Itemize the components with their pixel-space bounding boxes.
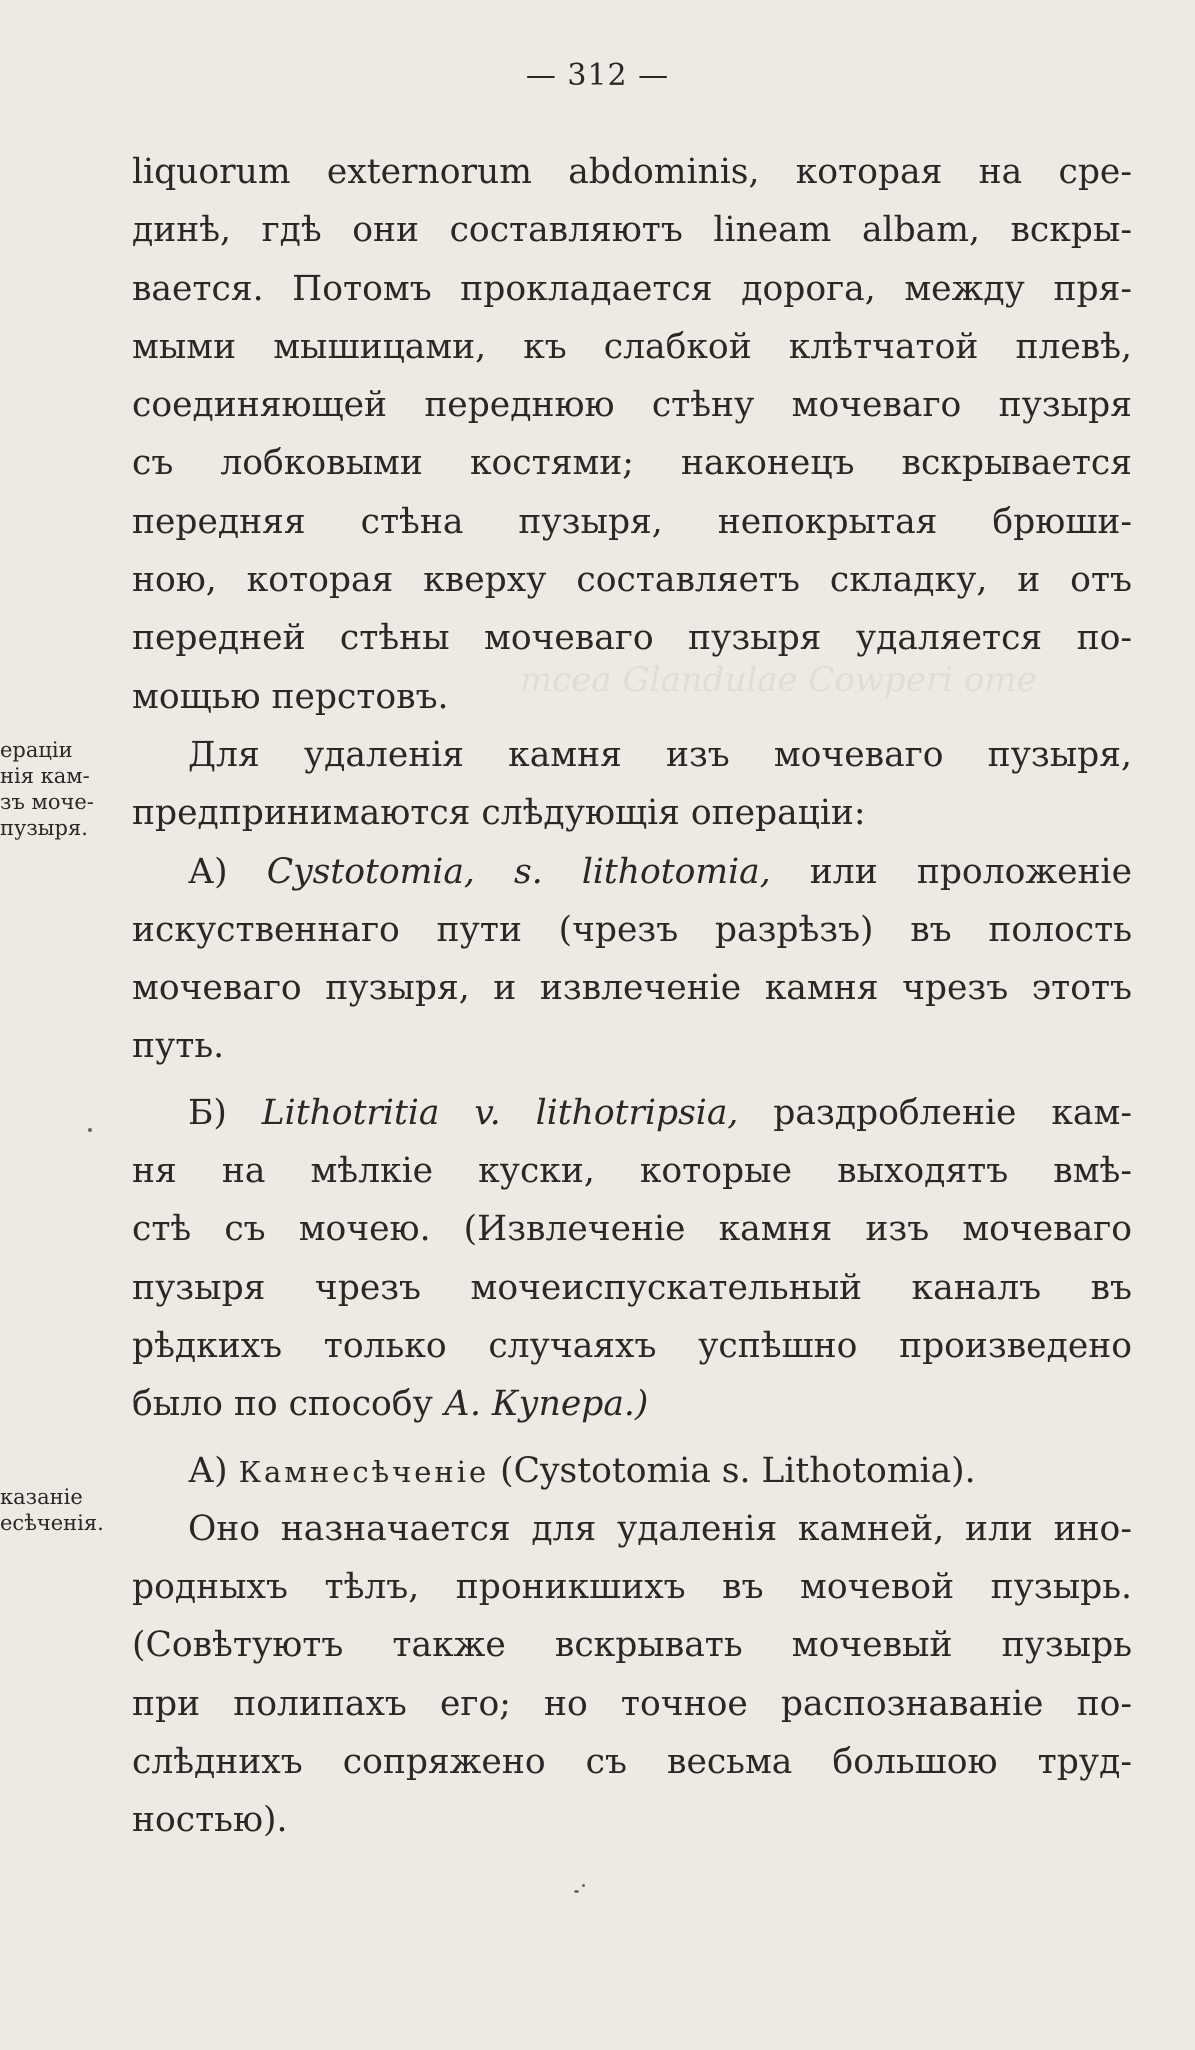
latin-term: Lithotritia v. lithotripsia, — [261, 1092, 739, 1133]
item-label: Б) — [188, 1092, 262, 1133]
text-line: динѣ, гдѣ они составляютъ lineam albam, вскры- — [132, 210, 1132, 251]
text-line: вается. Потомъ прокладается дорога, между пря- — [132, 268, 1132, 309]
text-line: мыми мышицами, къ слабкой клѣтчатой плевѣ, — [132, 326, 1132, 367]
text-line: мочеваго пузыря, и извлеченіе камня чрезъ этотъ — [132, 968, 1132, 1009]
margin-note-operations — [0, 737, 128, 841]
text-line: слѣднихъ сопряжено съ весьма большою труд- — [132, 1742, 1132, 1783]
text-line: предпринимаются слѣдующія операціи: — [132, 793, 866, 834]
paper-speck — [582, 1884, 585, 1887]
body-text — [132, 143, 1132, 1850]
text-line-cystotomia — [132, 843, 1132, 901]
bleed-through-text: mcea Glandulae Cowperi оте — [520, 660, 1037, 700]
latin-term: Cystotomia, s. lithotomia, — [266, 851, 771, 892]
margin-note-indications — [0, 1484, 128, 1536]
text-line: рѣдкихъ только случаяхъ успѣшно произведено — [132, 1325, 1132, 1366]
text-line-cooper — [132, 1375, 1132, 1433]
text-run: (Cystotomia s. Lithotomia). — [489, 1450, 976, 1491]
text-line: передней стѣны мочеваго пузыря удаляется по- — [132, 618, 1132, 659]
text-run: или проложеніе — [770, 851, 1132, 892]
text-line-lithotritia — [132, 1084, 1132, 1142]
paper-speck — [574, 1890, 579, 1893]
paper-speck — [88, 1128, 92, 1132]
margin-note-line: есѣченія. — [0, 1511, 104, 1535]
text-line: ня на мѣлкіе куски, которые выходятъ вмѣ- — [132, 1151, 1132, 1192]
text-line: пузыря чрезъ мочеиспускательный каналъ въ — [132, 1267, 1132, 1308]
text-line: ною, которая кверху составляетъ складку, и отъ — [132, 560, 1132, 601]
text-line: мощью перстовъ. — [132, 676, 449, 717]
text-line: родныхъ тѣлъ, проникшихъ въ мочевой пузырь. — [132, 1567, 1132, 1608]
text-run: было по способу — [132, 1384, 444, 1425]
text-line: liquorum externorum abdominis, которая на сре- — [132, 152, 1132, 192]
item-label: А) — [188, 851, 267, 892]
text-line: ностью). — [132, 1800, 288, 1841]
heading-smallcaps: Камнесѣченіе — [238, 1454, 490, 1489]
margin-note-line: ераціи — [0, 738, 73, 762]
text-line: путь. — [132, 1026, 225, 1067]
author-name: А. Купера.) — [443, 1384, 649, 1425]
section-heading — [132, 1442, 1132, 1500]
text-line: при полипахъ его; но точное распознаваніе по- — [132, 1683, 1132, 1724]
text-run: раздробленіе кам- — [738, 1092, 1132, 1133]
item-label: А) — [188, 1450, 239, 1491]
text-line: искуственнаго пути (чрезъ разрѣзъ) въ полость — [132, 909, 1132, 950]
text-line: Оно назначается для удаленія камней, или ино- — [188, 1508, 1132, 1549]
text-line: съ лобковыми костями; наконецъ вскрывается — [132, 443, 1132, 484]
text-line: соединяющей переднюю стѣну мочеваго пузыря — [132, 385, 1132, 426]
margin-note-line: нія кам- — [0, 764, 90, 788]
margin-note-line: зъ моче- — [0, 790, 94, 814]
margin-note-line: казаніе — [0, 1485, 83, 1509]
page-number: — 312 — — [525, 58, 670, 93]
text-line: стѣ съ мочею. (Извлеченіе камня изъ мочеваго — [132, 1209, 1132, 1250]
text-line: Для удаленія камня изъ мочеваго пузыря, — [188, 734, 1132, 775]
margin-note-line: пузыря. — [0, 816, 88, 840]
text-line: передняя стѣна пузыря, непокрытая брюши- — [132, 501, 1132, 542]
text-line: (Совѣтуютъ также вскрывать мочевый пузырь — [132, 1625, 1132, 1666]
